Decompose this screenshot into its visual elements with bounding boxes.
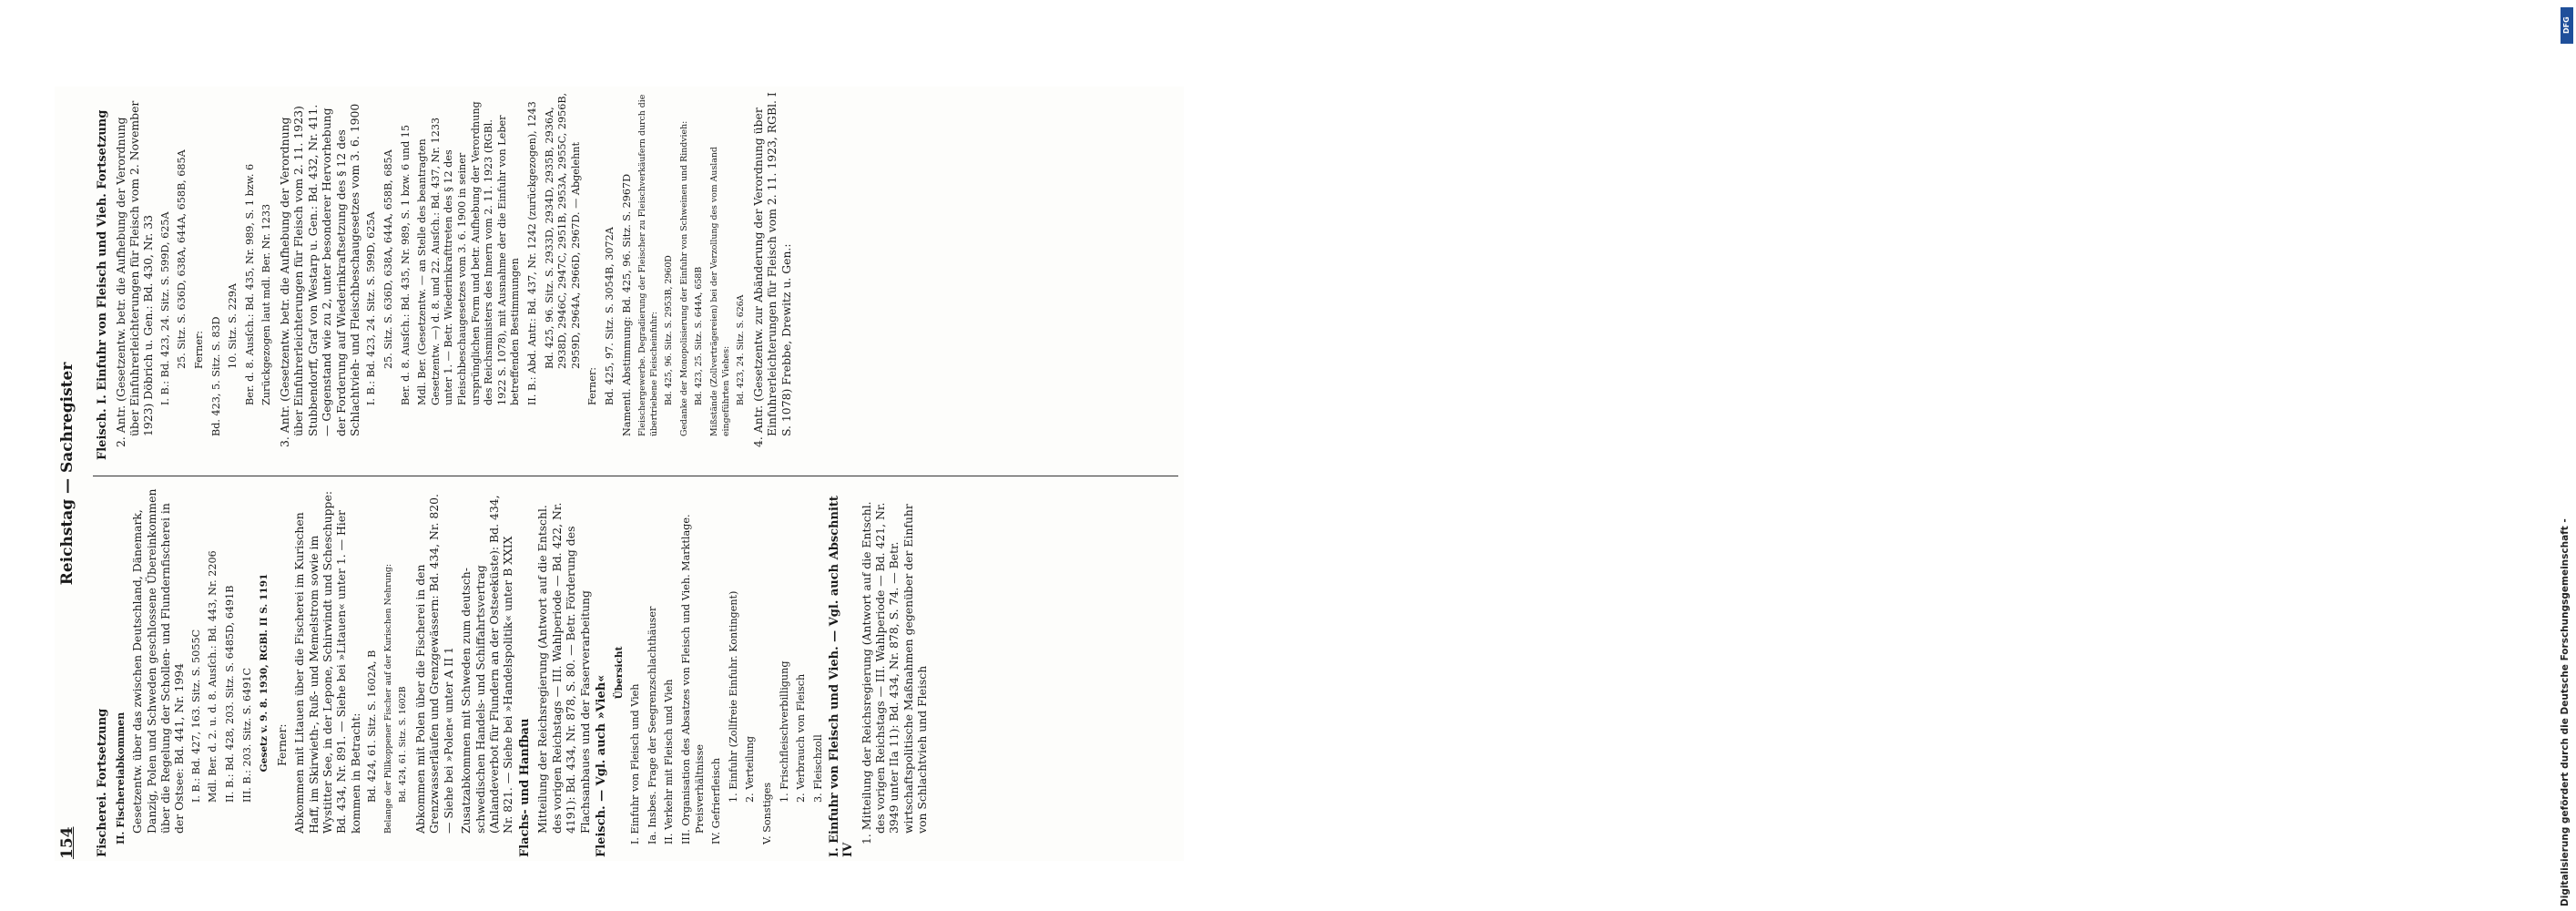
index-entry: 1. Einfuhr (Zollfreie Einfuhr. Kontingent) [727,590,739,803]
index-entry: Fischerei. Fortsetzung [96,708,109,857]
left-column [97,488,933,857]
index-entry: I. B.: Bd. 423, 24. Sitz. S. 599D, 625A [365,211,378,405]
index-entry: Bd. 425, 96. Sitz. S. 2933D, 2934D, 2935B, 2936A, 2938D, 2946C, 2947C, 2951B, 2953A, 2955C, 2956B, 2959D, 2964A, 2966D, 2967D. — Abgelehnt [543,92,582,369]
index-entry: Ferner: [274,723,289,766]
index-entry: Namentl. Abstimmung: Bd. 425, 96. Sitz. S. 2967D [620,173,633,436]
index-entry: Übersicht [613,646,625,700]
index-entry: Abkommen mit Litauen über die Fischerei im Kurischen Haff, im Skirwieth-, Ruß- und Memelstrom sowie im Wystitter See, in der Lepone, Schirwindt und Scheschuppe: Bd. 434, Nr. 891. — Siehe bei »Litauen« unter 1. — Hier kommen in Betracht: [292,491,362,834]
index-entry: 2. Verbrauch von Fleisch [795,673,808,803]
index-entry: Bd. 423, 24. Sitz. S. 626A [736,294,747,405]
index-entry: Zusatzabkommen mit Schweden zum deutsch-schwedischen Handels- und Schiffahrtsvertrag (Anlandeverbot für Flundern an der Ostseeküste): Bd. 434, Nr. 821. — Siehe bei »Handelspolitik« unter B XXIX [459,495,515,834]
index-entry: Bd. 423, 5. Sitz. S. 83D [209,316,222,436]
index-entry: Ber. d. 8. Ausſch.: Bd. 435, Nr. 989, S. 1 bzw. 6 und 15 [399,124,412,405]
index-entry: Gesetz v. 9. 8. 1930, RGBl. II S. 1191 [259,573,270,773]
index-entry: I. B.: Bd. 427, 163. Sitz. S. 5055C [189,629,202,803]
index-entry: Ferner: [586,366,599,405]
index-entry: Bd. 424, 61. Sitz. S. 1602B [398,686,409,803]
right-column [97,91,797,460]
index-entry: 2. Antr. (Gesetzentw. betr. die Aufhebung der Verordnung über Einfuhrerleichterungen für Fleisch vom 2. November 1923) Döbrich u. Gen.: Bd. 430, Nr. 33 [113,100,156,447]
index-entry: Zurückgezogen laut mdl. Ber. Nr. 1233 [260,203,273,405]
document-page [55,87,1184,861]
index-entry: Fleischergewerbe. Degradierung der Fleischer zu Fleischverkäufern durch die übertriebene Fleischeinfuhr: [637,94,659,436]
index-entry: Mdl. Ber. (Gesetzentw. — an Stelle des beantragten Gesetzentw. —) d. 8. und 22. Ausſch.: Bd. 437, Nr. 1233 unter 1. — Betr. Wiederinkrafttreten des § 12 des Fleischbeschaugesetzes vom 3. 6. 1900 in seiner ursprünglichen Form und betr. Aufhebung der Verordnung des Reichsministers des Innern vom 2. 11. 1923 (RGBl. 1922 S. 1078), mit Ausnahme der die Einfuhr von Leber betreffenden Bestimmungen [416,101,522,405]
index-entry: 3. Fleischzoll [811,734,824,803]
index-entry: Bd. 424, 61. Sitz. S. 1602A, B [366,650,379,803]
index-entry: Mißstände (Zollverträgereien) bei der Verzollung des vom Ausland eingeführten Viehes: [709,147,731,436]
index-entry: 1. Frischfleischverbilligung [778,660,790,803]
index-entry: Bd. 423, 25. Sitz. S. 644A, 658B [694,266,705,405]
index-entry: Bd. 425, 96. Sitz. S. 2953B, 2960D [664,255,675,405]
index-entry: 2. Verteilung [744,735,757,803]
page-title: Reichstag — Sachregister [58,362,76,586]
index-entry: 1. Mitteilung der Reichsregierung (Antwort auf die Entschl. des vorigen Reichstags — III. Wahlperiode — Bd. 421, Nr. 3949 unter IIa 11): Bd. 434, Nr. 878, S. 74. — Betr. wirtschaftspolitische Maßnahmen gegenüber der Einfuhr von Schlachtvieh und Fleisch [859,501,930,844]
index-entry: Mitteilung der Reichsregierung (Antwort auf die Entschl. des vorigen Reichstags — III. Wahlperiode — Bd. 422, Nr. 4191): Bd. 434, Nr. 878, S. 80. — Betr. Förderung des Flachsanbaues und der Faserverarbeitung [535,502,592,834]
index-entry: Gedanke der Monopolisierung der Einfuhr von Schweinen und Rindvieh: [678,120,689,436]
index-entry: 25. Sitz. S. 636D, 638A, 644A, 658B, 685A [176,149,188,369]
index-entry: Flachs- und Hanfbau [517,718,532,857]
index-entry: II. B.: Abd. Antr.: Bd. 437, Nr. 1242 (zurückgezogen), 1243 [525,101,538,405]
index-entry: Ia. Insbes. Frage der Seegrenzschlachthäuser [646,606,658,844]
index-entry: 25. Sitz. S. 636D, 638A, 644A, 658B, 685A [382,149,394,369]
index-entry: Abkommen mit Polen über die Fischerei in den Grenzwasserläufen und Grenzgewässern: Bd. 434, Nr. 820. — Siehe bei »Polen« unter A II 1 [413,494,455,834]
index-entry: III. Organisation des Absatzes von Fleisch und Vieh. Marktlage. Preisverhältnisse [680,514,706,844]
index-entry: II. B.: Bd. 428, 203. Sitz. S. 6485D, 6491B [224,585,236,803]
index-entry: I. Einfuhr von Fleisch und Vieh. — Vgl. auch Abschnitt IV [828,496,855,857]
index-entry: 4. Antr. (Gesetzentw. zur Abänderung der Verordnung über Einfuhrerleichterungen für Fleisch vom 2. 11. 1923, RGBl. I S. 1078) Frebbe, Drewitz u. Gen.: [750,92,793,447]
index-entry: I. Einfuhr von Fleisch und Vieh [629,683,642,844]
index-entry: Fleisch. I. Einfuhr von Fleisch und Vieh. Fortsetzung [96,109,109,460]
digitization-note: Digitalisierung gefördert durch die Deutsche Forschungsgemeinschaft - [2560,518,2571,906]
page-number: 154 [58,826,76,859]
index-entry: 10. Sitz. S. 229A [227,283,239,369]
index-entry: Fleisch. — Vgl. auch »Vieh« [595,674,609,857]
index-entry: 3. Antr. (Gesetzentw. betr. die Aufhebung der Verordnung über Einfuhrerleichterungen für Fleisch vom 2. 11. 1923) Stubbendorff, Graf von Westarp u. Gen.: Bd. 432, Nr. 411. — Gegenstand wie zu 2, unter besonderer Hervorhebung der Forderung auf Wiederinkraftsetzung des § 12 des Schlachtvieh- und Fleischbeschaugesetzes vom 3. 6. 1900 [277,103,361,447]
index-entry: Belange der Pillkoppener Fischer auf der Kurischen Nehrung: [382,563,393,834]
page-header [55,87,91,861]
index-entry: IV. Gefrierfleisch [710,757,723,844]
index-entry: Gesetzentw. über das zwischen Deutschland, Dänemark, Danzig, Polen und Schweden geschlossene Übereinkommen über die Regelung der Schollen- und Flundernfischerei in der Ostsee: Bd. 441, Nr. 1994 [130,488,187,834]
index-entry: III. B.: 203. Sitz. S. 6491C [240,667,253,803]
index-entry: II. Verkehr mit Fleisch und Vieh [663,679,676,844]
index-entry: Ferner: [193,330,205,369]
index-entry: Mdl. Ber. d. 2. u. d. 8. Ausſch.: Bd. 443, Nr. 2206 [207,550,219,803]
dfg-logo: DFG [2561,7,2573,44]
index-entry: Ber. d. 8. Ausſch.: Bd. 435, Nr. 989, S. 1 bzw. 6 [243,163,256,405]
index-entry: I. B.: Bd. 423, 24. Sitz. S. 599D, 625A [158,211,171,405]
digitization-strip [1269,0,2571,911]
index-entry: V. Sonstiges [761,782,773,844]
index-entry: II. Fischereiabkommen [113,711,127,844]
scanned-page-area [55,87,1184,861]
index-entry: Bd. 425, 97. Sitz. S. 3054B, 3072A [603,227,616,405]
